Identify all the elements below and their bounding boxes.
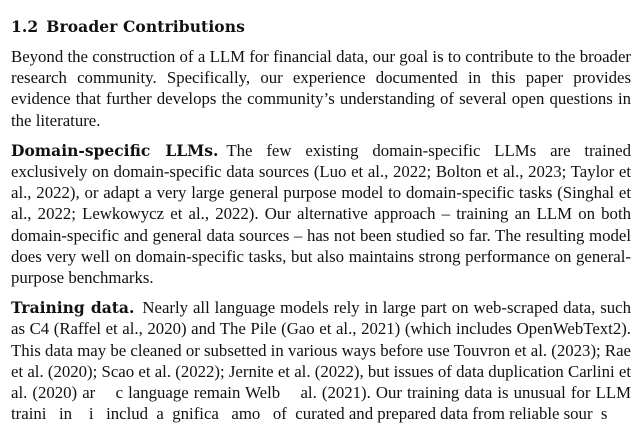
- run-in-heading-training-data: Training data.: [11, 298, 135, 318]
- paper-page: [11, 16, 631, 433]
- section-number: 1.2: [11, 17, 39, 36]
- paragraph-intro-text: Beyond the construction of a LLM for financial data, our goal is to contribute to the broader research community. Specifically, our experience documented in this paper provides evidence that further develops the community’s understanding of several open questions in the literature.: [11, 47, 631, 130]
- paragraph-training-data-text: Nearly all language models rely in large part on web-scraped data, such as C4 (Raffel et al., 2020) and The Pile (Gao et al., 2021) (which includes OpenWebText2). This data may be cleaned or subsetted in various ways before use Touvron et al. (2023); Rae et al. (2020); Scao et al. (2022); Jernite et al. (2022), but issues of data duplication Carlini et al. (2020) ar c language remain Welb al. (2021). Our training data is unusual for LLM traini in i includ a gnifica amo of curated and prepared data from reliable sour s: [11, 298, 631, 424]
- paragraph-domain-specific-llms-text: The few existing domain-specific LLMs are trained exclusively on domain-specific data sources (Luo et al., 2022; Bolton et al., 2023; Taylor et al., 2022), or adapt a very large general purpose model to domain-specific tasks (Singhal et al., 2022; Lewkowycz et al., 2022). Our alternative approach – training an LLM on both domain-specific and general data sources – has not been studied so far. The resulting model does very well on domain-specific tasks, but also maintains strong performance on general-purpose benchmarks.: [11, 140, 632, 288]
- run-in-heading-domain-specific-llms: Domain-specific LLMs.: [11, 140, 219, 160]
- paragraph-domain-specific-llms: [11, 140, 631, 288]
- section-heading: [11, 16, 631, 38]
- paragraph-intro: [11, 46, 631, 131]
- section-title-text: Broader Contributions: [46, 17, 245, 36]
- paragraph-training-data: [11, 297, 631, 424]
